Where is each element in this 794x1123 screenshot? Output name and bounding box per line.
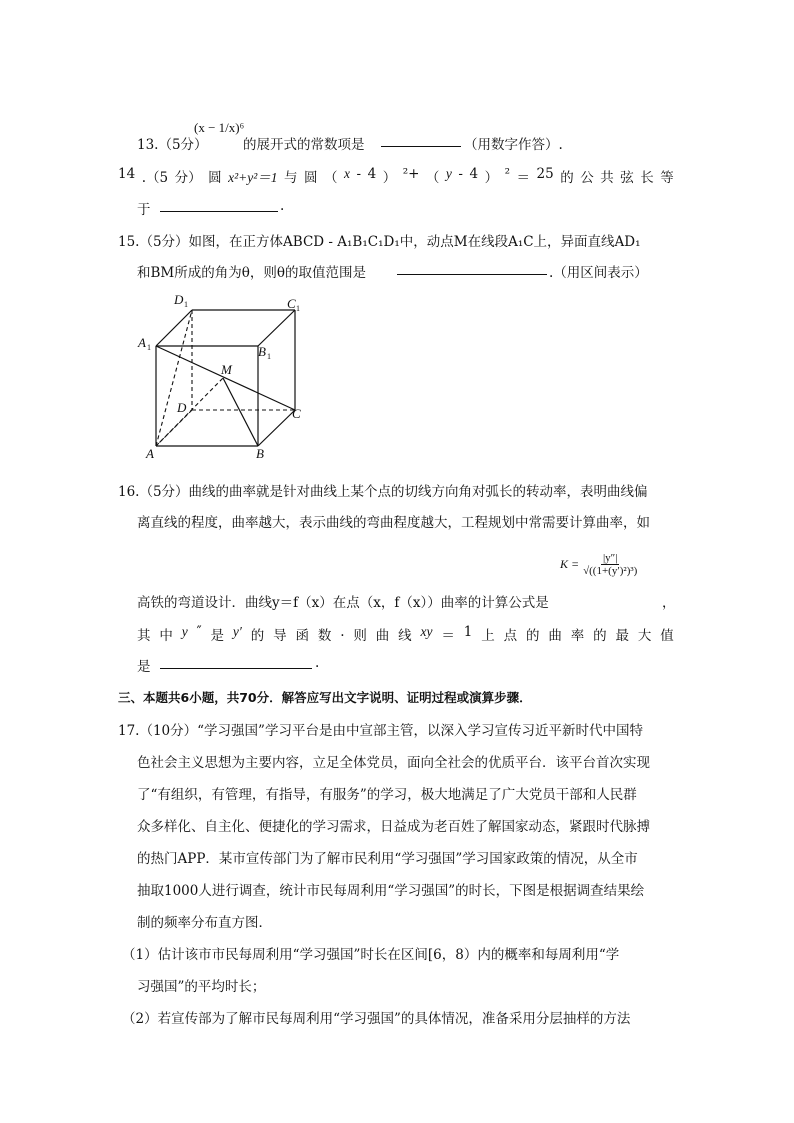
q16-token: 导 bbox=[273, 628, 287, 644]
q14-token: - bbox=[458, 166, 463, 182]
q17-line: 色社会主义思想为主要内容，立足全体党员，面向全社会的优质平台．该平台首次实现 bbox=[137, 755, 650, 771]
label-m: M bbox=[221, 362, 232, 377]
q15-line1: 15.（5分）如图，在正方体ABCD - A₁B₁C₁D₁中，动点M在线段A₁C上，异面直线AD₁ bbox=[118, 234, 641, 250]
q13-answer-blank bbox=[381, 134, 461, 147]
q13-tail: （用数字作答）. bbox=[464, 137, 563, 153]
q16-token: 点 bbox=[503, 628, 518, 644]
q14-token: ） bbox=[484, 170, 499, 186]
q16-line1: 16.（5分）曲线的曲率就是针对曲线上某个点的切线方向角对弧长的转动率，表明曲线偏 bbox=[118, 484, 648, 500]
q16-line3-tail: ， bbox=[662, 595, 676, 611]
q14-line2-head: 于 bbox=[137, 202, 151, 218]
q14-token: ²+ bbox=[402, 166, 420, 182]
q14-line1 bbox=[118, 166, 674, 186]
q16-token: 的 bbox=[593, 628, 607, 644]
q15-answer-blank bbox=[397, 262, 547, 275]
q16-token: 大 bbox=[637, 628, 652, 644]
q17-line: 众多样化、自主化、便捷化的学习需求，日益成为老百姓了解国家动态，紧跟时代脉搏 bbox=[137, 819, 650, 835]
q16-token: ″ bbox=[196, 624, 202, 640]
formula-numerator: |y″| bbox=[602, 552, 618, 564]
q14-token: x²+y²＝1 bbox=[228, 170, 278, 185]
q17-line: 抽取1000人进行调查，统计市民每周利用“学习强国”的时长，下图是根据调查结果绘 bbox=[137, 883, 645, 899]
label-d: D bbox=[177, 400, 187, 415]
q16-token: xy bbox=[420, 624, 433, 639]
label-c1-sub: 1 bbox=[296, 304, 300, 313]
q14-line2-tail: . bbox=[280, 198, 285, 214]
q16-token: 值 bbox=[660, 628, 674, 644]
label-b: B bbox=[256, 446, 264, 461]
formula-denominator: √((1+(y′)²)³) bbox=[583, 565, 638, 577]
label-d1: D bbox=[174, 292, 184, 307]
q16-token: 最 bbox=[615, 628, 629, 644]
q16-token: 函 bbox=[295, 628, 309, 644]
q16-token: 数 bbox=[317, 628, 332, 644]
q14-token: ） bbox=[382, 170, 397, 186]
label-a: A bbox=[146, 446, 154, 461]
q14-token: 圆 bbox=[304, 170, 318, 186]
q14-token: x bbox=[344, 166, 351, 181]
label-d1-sub: 1 bbox=[184, 300, 188, 309]
q16-token: 中 bbox=[159, 628, 173, 644]
cube-figure bbox=[130, 288, 320, 466]
q16-line5-tail: . bbox=[315, 655, 320, 671]
section-3-heading: 三、本题共6小题，共70分．解答应写出文字说明、证明过程或演算步骤． bbox=[118, 690, 532, 705]
label-a1: A bbox=[138, 335, 146, 350]
q16-token: 1 bbox=[463, 624, 473, 640]
q16-token: 是 bbox=[210, 628, 225, 644]
label-b1: B bbox=[258, 344, 266, 359]
q16-token: 其 bbox=[137, 628, 151, 644]
formula-k: K = bbox=[560, 557, 580, 571]
q16-token: 曲 bbox=[548, 628, 562, 644]
q14-token: 14 bbox=[118, 166, 136, 182]
q15-line2-tail: .（用区间表示） bbox=[549, 265, 648, 281]
q14-token: 共 bbox=[600, 170, 614, 186]
q16-token: y bbox=[181, 624, 188, 639]
q14-token: 4 bbox=[469, 166, 479, 182]
q16-line4 bbox=[137, 624, 674, 644]
q14-token: 分） bbox=[174, 170, 202, 186]
q14-token: .（5 bbox=[141, 170, 169, 186]
q17-sub2-line1: （2）若宣传部为了解市民每周利用“学习强国”的具体情况，准备采用分层抽样的方法 bbox=[122, 1011, 631, 1027]
q13-text: 的展开式的常数项是 bbox=[243, 137, 365, 153]
q15-line2-head: 和BM所成的角为θ，则θ的取值范围是 bbox=[137, 265, 366, 281]
q14-token: 公 bbox=[580, 170, 594, 186]
q16-answer-blank bbox=[160, 656, 312, 669]
q14-token: 圆 bbox=[208, 170, 222, 186]
q16-token: 率 bbox=[570, 628, 585, 644]
q17-sub1-line2: 习强国”的平均时长； bbox=[137, 979, 266, 995]
q14-token: 的 bbox=[560, 170, 574, 186]
q14-token: 弦 bbox=[620, 170, 634, 186]
label-a1-sub: 1 bbox=[147, 343, 151, 352]
q13-number: 13.（5分） bbox=[137, 137, 208, 153]
q17-line: 了“有组织，有管理，有指导，有服务”的学习，极大地满足了广大党员干部和人民群 bbox=[137, 787, 637, 803]
q16-token: 上 bbox=[481, 628, 495, 644]
curvature-formula bbox=[560, 552, 637, 577]
q14-token: 长 bbox=[640, 170, 654, 186]
q16-line3: 高铁的弯道设计．曲线y＝f（x）在点（x，f（x））曲率的计算公式是 bbox=[137, 595, 549, 611]
q14-answer-blank bbox=[160, 199, 278, 212]
q16-token: 曲 bbox=[375, 628, 390, 644]
q16-token: 线 bbox=[398, 628, 412, 644]
q16-token: 的 bbox=[250, 628, 265, 644]
label-c1: C bbox=[287, 296, 296, 311]
q16-token: 的 bbox=[526, 628, 540, 644]
q14-token: 4 bbox=[367, 166, 377, 182]
q16-token: 则 bbox=[353, 628, 367, 644]
q16-token: ＝ bbox=[441, 628, 455, 644]
q17-sub1-line1: （1）估计该市市民每周利用“学习强国”时长在区间[6，8）内的概率和每周利用“学 bbox=[122, 947, 620, 963]
q16-line5-head: 是 bbox=[137, 659, 151, 675]
q14-token: - bbox=[356, 166, 362, 182]
label-b1-sub: 1 bbox=[267, 352, 271, 361]
q14-token: （ bbox=[324, 170, 338, 186]
q14-token: ＝ bbox=[516, 170, 530, 186]
q16-token: . bbox=[340, 624, 345, 640]
q17-line: 制的频率分布直方图． bbox=[137, 915, 272, 931]
q14-token: （ bbox=[425, 170, 440, 186]
q14-token: 与 bbox=[284, 170, 298, 186]
q17-line: 的热门APP．某市宣传部门为了解市民利用“学习强国”学习国家政策的情况，从全市 bbox=[137, 851, 638, 867]
q13-formula: (x − 1/x)⁶ bbox=[194, 120, 245, 135]
q14-token: 25 bbox=[536, 166, 554, 182]
q14-token: ² bbox=[504, 166, 510, 182]
q16-line2: 离直线的程度，曲率越大，表示曲线的弯曲程度越大，工程规划中常需要计算曲率，如 bbox=[137, 515, 650, 531]
q16-token: y′ bbox=[232, 624, 242, 639]
q17-line: 17.（10分）“学习强国”学习平台是由中宣部主管，以深入学习宣传习近平新时代中国特 bbox=[118, 723, 643, 739]
label-c: C bbox=[292, 406, 301, 421]
q14-token: 等 bbox=[660, 170, 674, 186]
q14-token: y bbox=[445, 166, 452, 181]
